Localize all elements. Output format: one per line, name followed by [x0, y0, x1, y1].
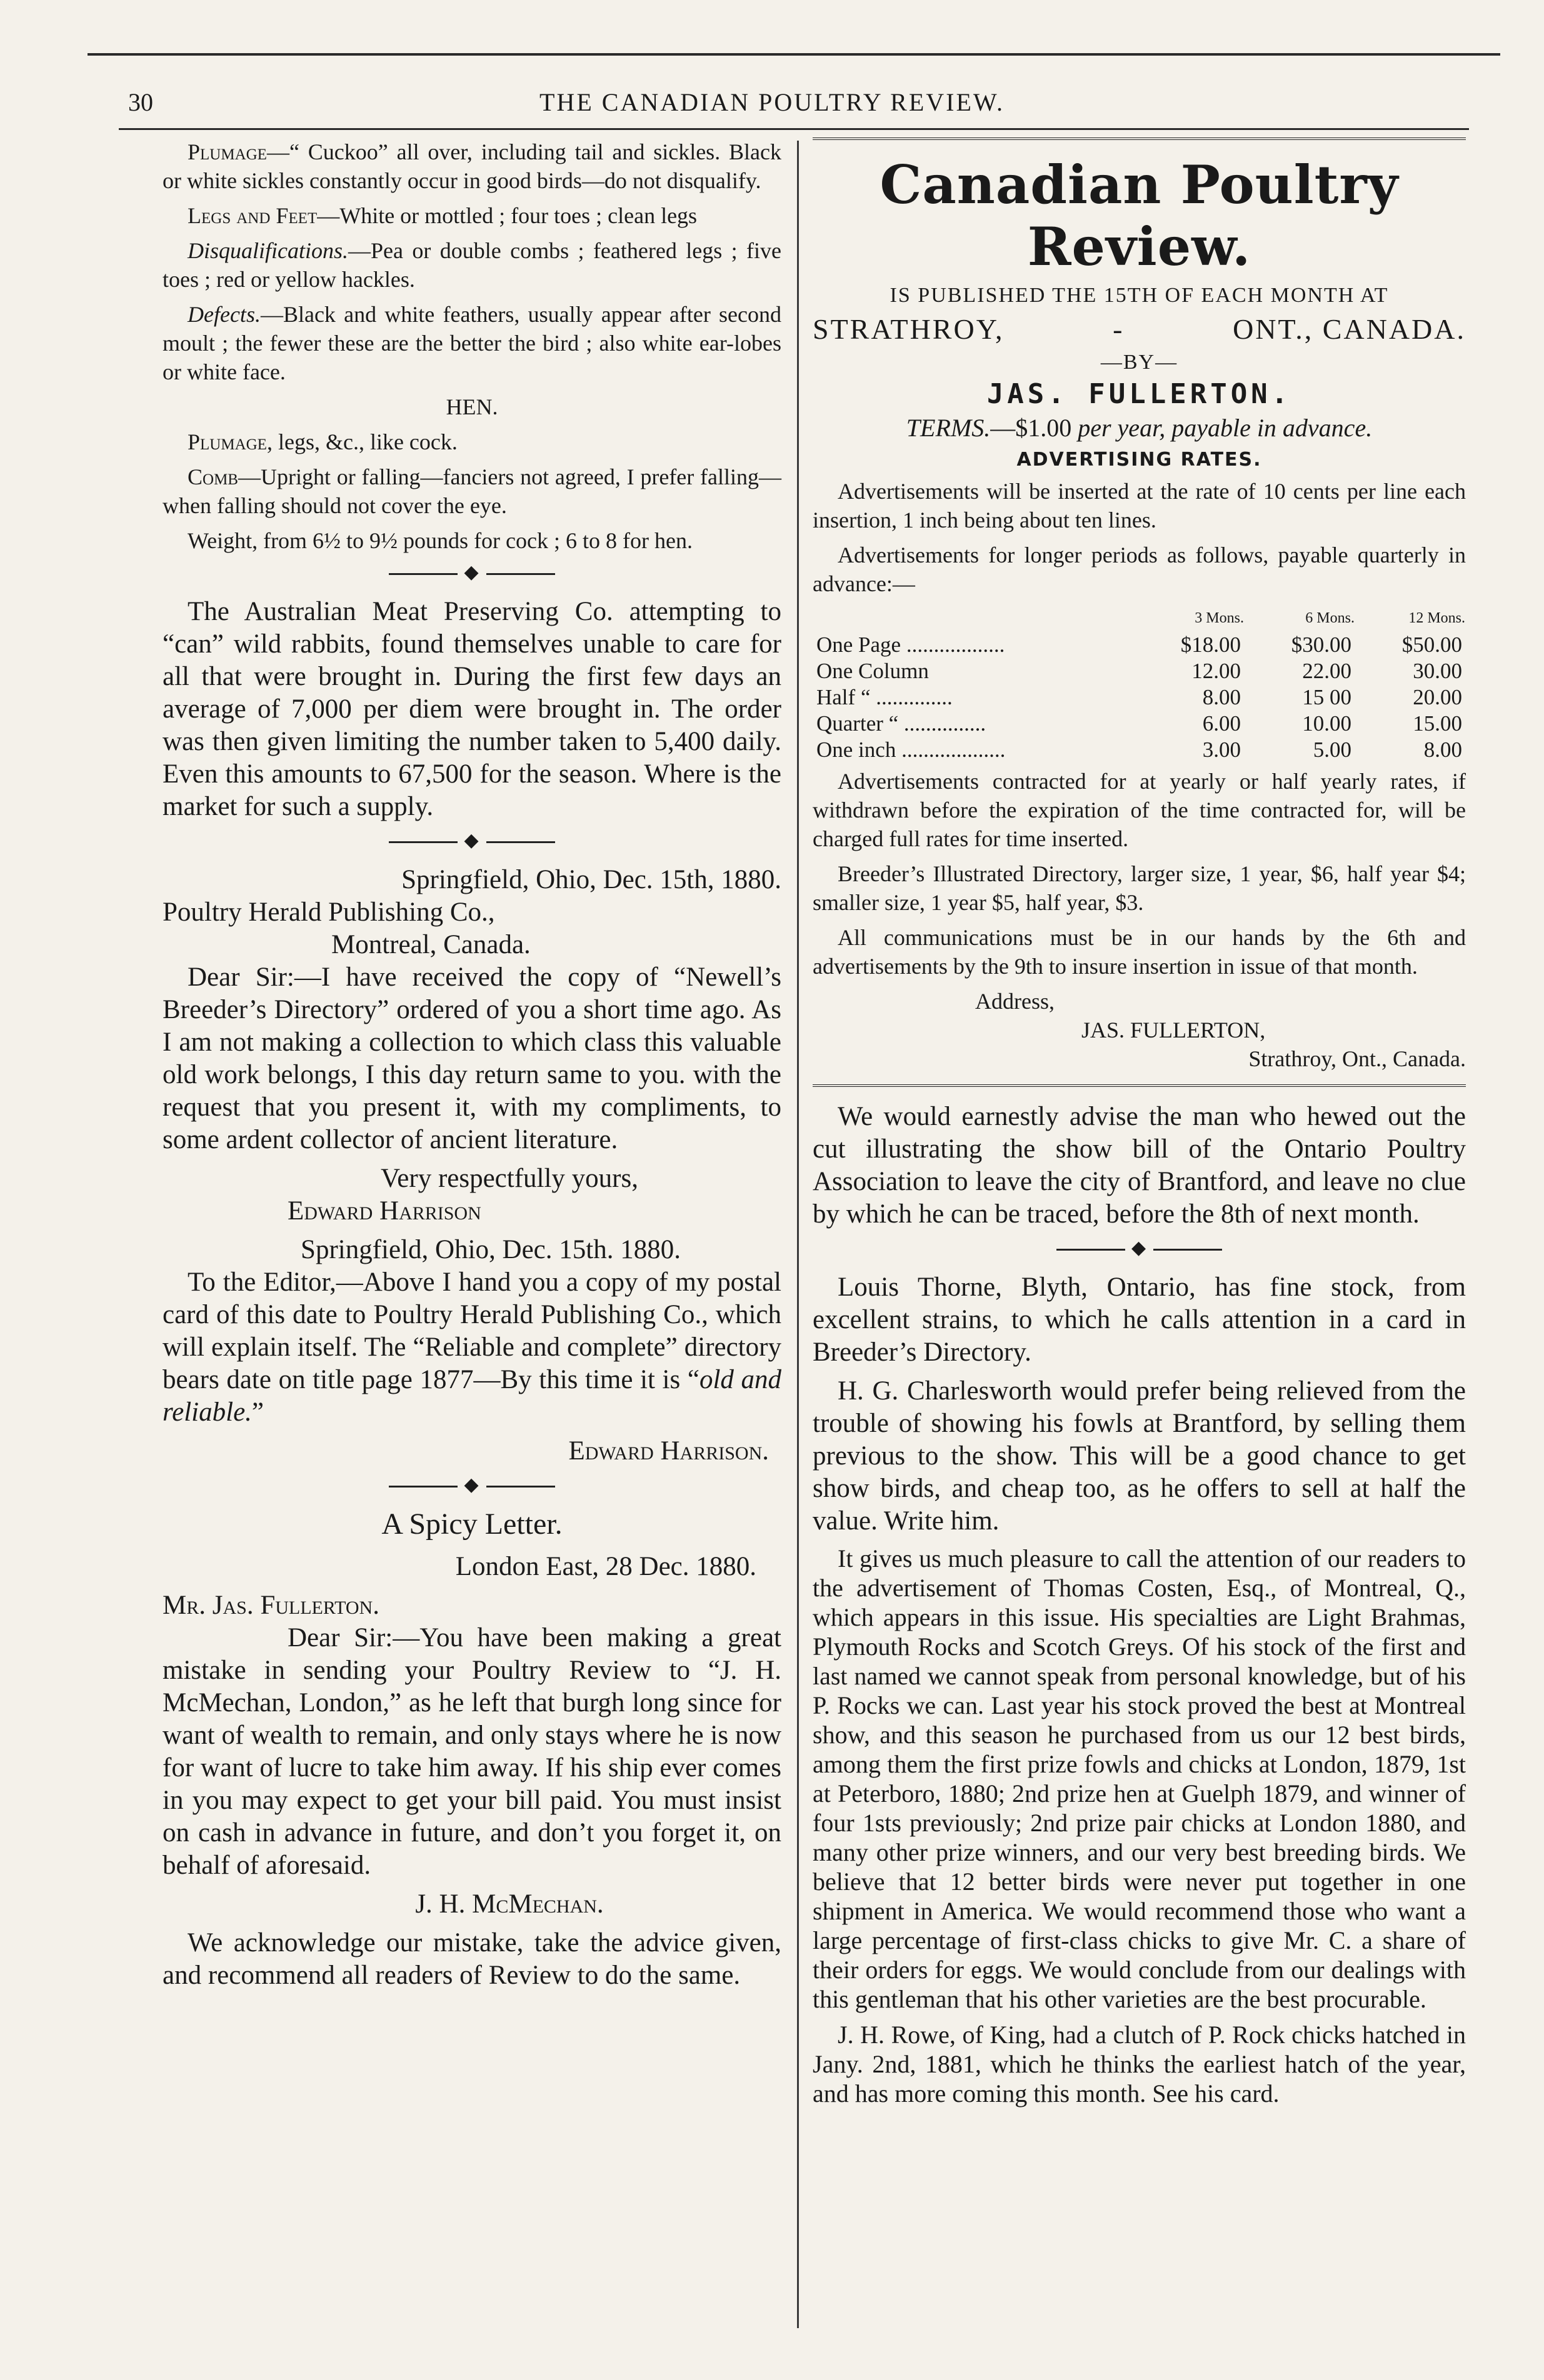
masthead-title: Canadian Poultry Review. [880, 154, 1399, 278]
address-place: Strathroy, Ont., Canada. [1248, 1046, 1466, 1071]
thorne-paragraph: Louis Thorne, Blyth, Ontario, has fine stock, from excellent strains, to which he calls attention in a card in Breeder’s Directory. [813, 1272, 1466, 1367]
running-title: THE CANADIAN POULTRY REVIEW. [539, 88, 1005, 116]
harrison-note-signature: Edward Harrison. [568, 1436, 769, 1466]
rates-row: One Column 12.00 22.00 30.00 [816, 659, 1462, 683]
editor-name: JAS. FULLERTON. [986, 378, 1292, 410]
cock-legs: Legs and Feet—White or mottled ; four toes ; clean legs [188, 203, 698, 228]
cut-paragraph: We would earnestly advise the man who hewed out the cut illustrating the show bill of the Ontario Poultry Association to leave the city of Brantford, and leave no clue by which he can be traced, before the 8th of next month. [813, 1102, 1466, 1229]
advertising-rates-table [813, 604, 1466, 763]
advertising-longer-periods: Advertisements for longer periods as follows, payable quarterly in advance:— [813, 542, 1466, 596]
rates-row: One Page .................. $18.00 $30.00 $50.00 [816, 632, 1462, 657]
hen-heading: HEN. [446, 394, 498, 419]
hen-plumage: Plumage, legs, &c., like cock. [188, 429, 458, 454]
subscription-terms: TERMS.—$1.00 per year, payable in advance. [906, 414, 1373, 442]
rates-row: Half “ .............. 8.00 15 00 20.00 [816, 685, 1462, 709]
separator-ornament: ◆ [163, 829, 781, 851]
australian-meat-article: The Australian Meat Preserving Co. attempting to “can” wild rabbits, found themselves unable to care for all that were brought in. During the first few days an average of 7,000 per diem were brought in. The order was then given limiting the number taken to 5,400 daily. Even this amounts to 67,500 for the season. Where is the market for such a supply. [163, 597, 781, 821]
advertising-intro: Advertisements will be inserted at the rate of 10 cents per line each insertion, 1 inch being about ten lines. [813, 479, 1466, 532]
rates-row: Quarter “ ............... 6.00 10.00 15.00 [816, 711, 1462, 736]
publication-place: STRATHROY, - ONT., CANADA. [813, 313, 1466, 345]
rates-col-header: 3 Mons. [1195, 610, 1244, 626]
harrison-letter-addressee-city: Montreal, Canada. [331, 930, 531, 959]
hen-weight: Weight, from 6½ to 9½ pounds for cock ; 6 to 8 for hen. [188, 528, 693, 553]
advertising-contracted: Advertisements contracted for at yearly or half yearly rates, if withdrawn before the expiration of the time contracted for, will be charged full rates for time inserted. [813, 769, 1466, 851]
harrison-letter-dateline: Springfield, Ohio, Dec. 15th, 1880. [401, 865, 781, 894]
breeders-directory-rates: Breeder’s Illustrated Directory, larger size, 1 year, $6, half year $4; smaller size, 1 year $5, half year, $3. [813, 861, 1466, 915]
left-column [163, 138, 781, 1998]
cock-defects: Defects.—Black and white feathers, usually appear after second moult ; the fewer these are the better the bird ; also white ear-lobes or white face. [163, 302, 781, 384]
harrison-letter-addressee: Poultry Herald Publishing Co., [163, 898, 495, 927]
spicy-letter-salutation: Mr. Jas. Fullerton. [163, 1591, 379, 1620]
spicy-letter-title: A Spicy Letter. [381, 1508, 563, 1541]
right-column [813, 138, 1466, 2114]
address-label: Address, [975, 989, 1055, 1014]
column-divider [797, 141, 799, 2328]
rates-header-row [813, 604, 1466, 632]
hen-comb: Comb—Upright or falling—fanciers not agreed, I prefer falling—when falling should not cover the eye. [163, 464, 781, 518]
by-line: —BY— [1100, 351, 1178, 374]
spicy-letter-body: Dear Sir:—You have been making a great mistake in sending your Poultry Review to “J. H. McMechan, London,” as he left that burgh long since for want of wealth to remain, and only stays where he is now for want of lucre to take him away. If his ship ever comes in you may expect to get your bill paid. You must insist on cash in advance in future, and don’t you forget it, on behalf of aforesaid. [163, 1623, 781, 1880]
rowe-paragraph: J. H. Rowe, of King, had a clutch of P. Rock chicks hatched in Jany. 2nd, 1881, which he thinks the earliest hatch of the year, and has more coming this month. See his card. [813, 2021, 1466, 2108]
separator-ornament: ◆ [813, 1237, 1466, 1259]
harrison-letter-closing: Very respectfully yours, [381, 1164, 638, 1193]
masthead-bottom-rule [813, 1084, 1466, 1087]
publication-schedule: IS PUBLISHED THE 15TH OF EACH MONTH AT [890, 284, 1389, 307]
cock-disqualifications: Disqualifications.—Pea or double combs ; feathered legs ; five toes ; red or yellow hackles. [163, 238, 781, 292]
harrison-letter-body: Dear Sir:—I have received the copy of “Newell’s Breeder’s Directory” ordered of you a short time ago. As I am not making a collection to which class this valuable old work belongs, I this day return same to you. with the request that you present it, with my compliments, to some ardent collector of ancient literature. [163, 962, 781, 1154]
rates-col-header: 6 Mons. [1305, 610, 1355, 626]
masthead-top-rule [813, 138, 1466, 140]
rates-col-header: 12 Mons. [1408, 610, 1465, 626]
spicy-letter-signature: J. H. McMechan. [415, 1889, 604, 1919]
harrison-note-body: To the Editor,—Above I hand you a copy of my postal card of this date to Poultry Herald Publishing Co., which will explain itself. The “Reliable and complete” directory bears date on title page 1877—By this time it is “old and reliable.” [163, 1268, 781, 1427]
spicy-letter-dateline: London East, 28 Dec. 1880. [455, 1552, 756, 1581]
separator-ornament: ◆ [163, 561, 781, 583]
charlesworth-paragraph: H. G. Charlesworth would prefer being relieved from the trouble of showing his fowls at Brantford, by selling them previous to the show. This will be a good chance to get show birds, and cheap too, as he offers to sell at half the value. Write him. [813, 1376, 1466, 1536]
advertising-rates-heading: ADVERTISING RATES. [1016, 449, 1262, 471]
top-border-rule [88, 53, 1500, 56]
communications-deadline: All communications must be in our hands by the 6th and advertisements by the 9th to insure insertion in issue of that month. [813, 925, 1466, 979]
costen-paragraph: It gives us much pleasure to call the attention of our readers to the advertisement of Thomas Costen, Esq., of Montreal, Q., which appears in this issue. His specialties are Light Brahmas, Plymouth Rocks and Scotch Greys. Of his stock of the first and last named we cannot speak from personal knowledge, but of his P. Rocks we can. Last year his stock proved the best at Montreal show, and this season he purchased from us our 12 best birds, among them the first prize fowls and chicks at London, 1879, 1st at Peterboro, 1880; 2nd prize hen at Guelph 1879, and winner of four 1sts previously; 2nd prize pair chicks at London 1880, and many other prize winners, and our very best breeding birds. We believe that 12 better birds were never put together in one shipment in America. We would recommend those who want a large percentage of first-class chicks to give Mr. C. a share of their orders for eggs. We would conclude from our dealings with this gentleman that his other varieties are the best procurable. [813, 1544, 1466, 2013]
cock-plumage: Plumage—“ Cuckoo” all over, including tail and sickles. Black or white sickles constantly occur in good birds—do not disqualify. [163, 139, 781, 193]
page-number: 30 [128, 88, 153, 116]
rates-row: One inch ................... 3.00 5.00 8.00 [816, 738, 1462, 762]
separator-ornament: ◆ [163, 1474, 781, 1496]
harrison-note-dateline: Springfield, Ohio, Dec. 15th. 1880. [301, 1235, 681, 1264]
address-name: JAS. FULLERTON, [1081, 1018, 1266, 1042]
header-rule [119, 128, 1469, 130]
harrison-letter-signature: Edward Harrison [288, 1196, 481, 1226]
editor-reply: We acknowledge our mistake, take the advice given, and recommend all readers of Review to do the same. [163, 1928, 781, 1990]
